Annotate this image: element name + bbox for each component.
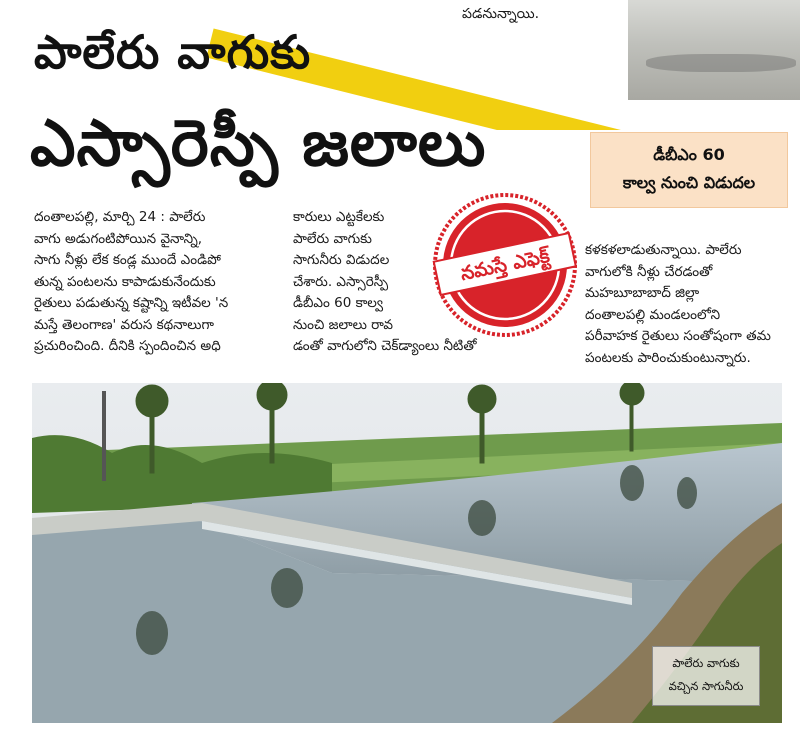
previous-article-text: పడనున్నాయి. <box>462 6 540 22</box>
article-column-2 <box>293 207 477 358</box>
photo-caption-line-2: వచ్చిన సాగునీరు <box>668 679 744 693</box>
column-2-line: చేశారు. ఎస్సారెస్పీ <box>293 273 389 290</box>
column-1-line: తున్న పంటలను కాపాడుకునేందుకు <box>34 273 216 290</box>
column-1-line: రైతులు పడుతున్న కష్టాన్ని ఇటీవల 'న <box>34 295 229 311</box>
stamp-label: నమస్తే ఎఫెక్ట్ <box>458 244 552 286</box>
headline-line-2: ఎస్సారెస్పీ జలాలు <box>30 107 487 181</box>
column-2-line: నుంచి జలాలు రావ <box>293 316 393 333</box>
subhead-box <box>590 132 788 208</box>
column-3-line: పరీవాహక రైతులు సంతోషంగా తమ <box>585 328 771 344</box>
article-column-1 <box>34 207 289 358</box>
namaste-effect-stamp <box>430 190 580 340</box>
column-3-line: మహబూబాబాద్ జిల్లా <box>585 285 700 301</box>
previous-article-photo <box>628 0 800 100</box>
column-3-line: దంతాలపల్లి మండలంలోని <box>585 306 721 323</box>
subhead-line-2: కాల్వ నుంచి విడుదల <box>622 173 756 192</box>
stamp-graphic <box>430 190 580 340</box>
column-2-line: పాలేరు వాగుకు <box>293 230 372 247</box>
photo-caption <box>652 646 760 706</box>
subhead-line-1: డీబీఎం 60 <box>653 145 725 164</box>
column-2-line: కారులు ఎట్టకేలకు <box>293 209 385 225</box>
column-3-line: వాగులోకి నీళ్లు చేరడంతో <box>585 263 713 280</box>
column-1-line: వాగు అడుగంటిపోయిన వైనాన్ని, <box>34 230 203 247</box>
column-1-line: ప్రచురించింది. దీనికి స్పందించిన అధి <box>34 338 221 354</box>
column-2-line: సాగునీరు విడుదల <box>293 252 390 268</box>
column-1-line: దంతాలపల్లి, మార్చి 24 : పాలేరు <box>34 209 206 225</box>
column-1-line: మస్తే తెలంగాణ' వరుస కథనాలుగా <box>34 316 214 333</box>
headline-line-1: పాలేరు వాగుకు <box>34 25 312 79</box>
photo-caption-line-1: పాలేరు వాగుకు <box>672 656 740 670</box>
column-3-line: పంటలకు పారించుకుంటున్నారు. <box>585 349 751 366</box>
column-3-line: కళకళలాడుతున్నాయి. పాలేరు <box>585 242 742 258</box>
column-2-line: డంతో వాగులోని చెక్‌డ్యాంలు నీటితో <box>293 338 477 354</box>
column-1-line: సాగు నీళ్లు లేక కండ్ల ముందే ఎండిపో <box>34 252 221 268</box>
column-2-line: డీబీఎం 60 కాల్వ <box>293 295 384 311</box>
article-column-3 <box>585 240 775 369</box>
